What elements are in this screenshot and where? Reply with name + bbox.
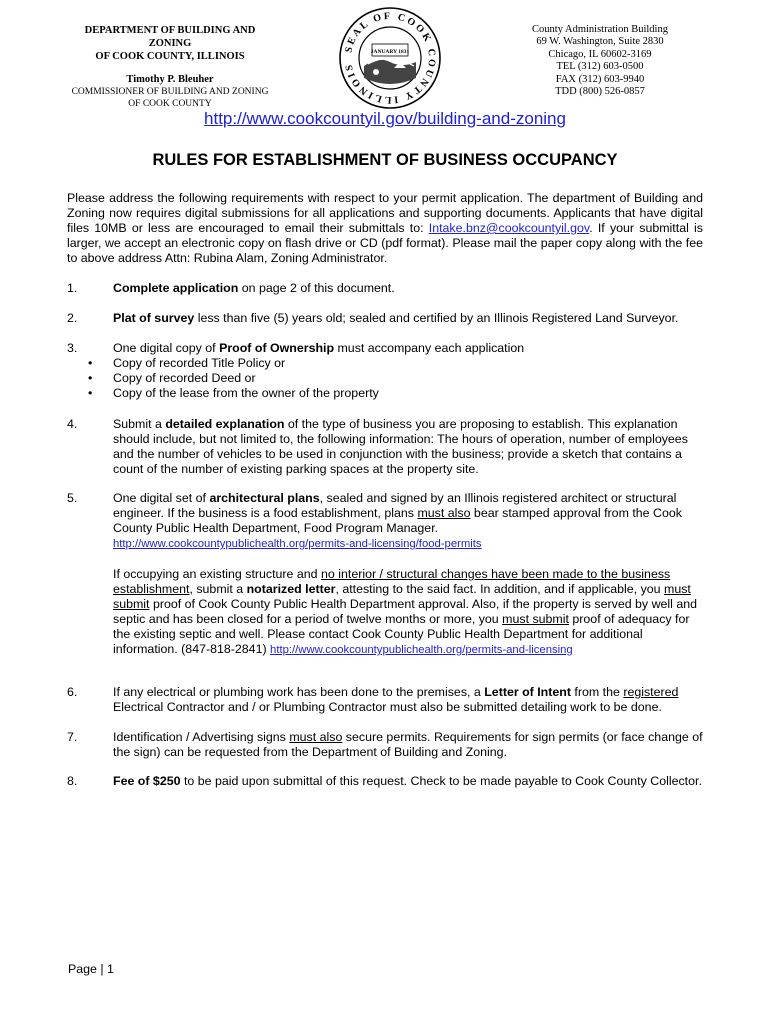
item-number: 7. bbox=[67, 730, 78, 744]
item-number: 8. bbox=[67, 774, 78, 788]
address-line: County Administration Building bbox=[532, 24, 668, 35]
item-number: 3. bbox=[67, 341, 78, 355]
item-number: 5. bbox=[67, 491, 78, 505]
commissioner-title: OF COOK COUNTY bbox=[128, 99, 212, 109]
department-name-line: DEPARTMENT OF BUILDING AND bbox=[84, 25, 256, 36]
item-number: 6. bbox=[67, 685, 78, 699]
phone-line: TEL (312) 603-0500 bbox=[556, 61, 644, 73]
commissioner-title: COMMISSIONER OF BUILDING AND ZONING bbox=[71, 87, 269, 97]
seal-date-text: JANUARY 1831 bbox=[370, 49, 410, 55]
department-header bbox=[70, 24, 270, 110]
county-seal-logo bbox=[338, 6, 442, 110]
tdd-line: TDD (800) 526-0857 bbox=[555, 86, 645, 98]
item-number: 2. bbox=[67, 311, 78, 325]
commissioner-name: Timothy P. Bleuher bbox=[126, 74, 214, 85]
item-number: 1. bbox=[67, 281, 78, 295]
address-line: Chicago, IL 60602-3169 bbox=[548, 48, 652, 60]
seal-ring-text: SEAL OF COOK COUNTY ILLINOIS bbox=[343, 10, 438, 106]
intro-paragraph: Please address the following requirements with respect to your permit application. The department of Building and Zoning now requires digital submissions for all applications and supporting documents. Applicants that have digital files 10MB or less are encouraged to email their submittals to: Intake.bnz@cookcountyil.gov. If your submittal is larger, we accept an electronic copy on flash drive or CD (pdf format). Please mail the paper copy along with the fee to above address Attn: Rubina Alam, Zoning Administrator. bbox=[67, 191, 703, 265]
fax-line: FAX (312) 603-9940 bbox=[555, 73, 645, 85]
department-website-link[interactable]: http://www.cookcountyil.gov/building-and-zoning bbox=[204, 109, 566, 128]
department-name-line: OF COOK COUNTY, ILLINOIS bbox=[95, 51, 245, 62]
list-item: 3. One digital copy of Proof of Ownership must accompany each application bbox=[67, 341, 525, 355]
page-number: Page | 1 bbox=[68, 962, 114, 976]
intake-email-link[interactable]: Intake.bnz@cookcountyil.gov bbox=[428, 221, 590, 235]
item-number: 4. bbox=[67, 417, 78, 431]
address-block bbox=[510, 24, 690, 98]
permits-licensing-link[interactable]: http://www.cookcountypublichealth.org/permits-and-licensing bbox=[270, 644, 573, 656]
list-item: 2. Plat of survey less than five (5) years old; sealed and certified by an Illinois Registered Land Surveyor. bbox=[67, 311, 679, 325]
document-title: RULES FOR ESTABLISHMENT OF BUSINESS OCCUPANCY bbox=[152, 151, 618, 169]
list-item: 1. Complete application on page 2 of this document. bbox=[67, 281, 395, 295]
department-name-line: ZONING bbox=[148, 38, 192, 49]
address-line: 69 W. Washington, Suite 2830 bbox=[536, 36, 664, 48]
food-permits-link[interactable]: http://www.cookcountypublichealth.org/permits-and-licensing/food-permits bbox=[113, 538, 482, 550]
